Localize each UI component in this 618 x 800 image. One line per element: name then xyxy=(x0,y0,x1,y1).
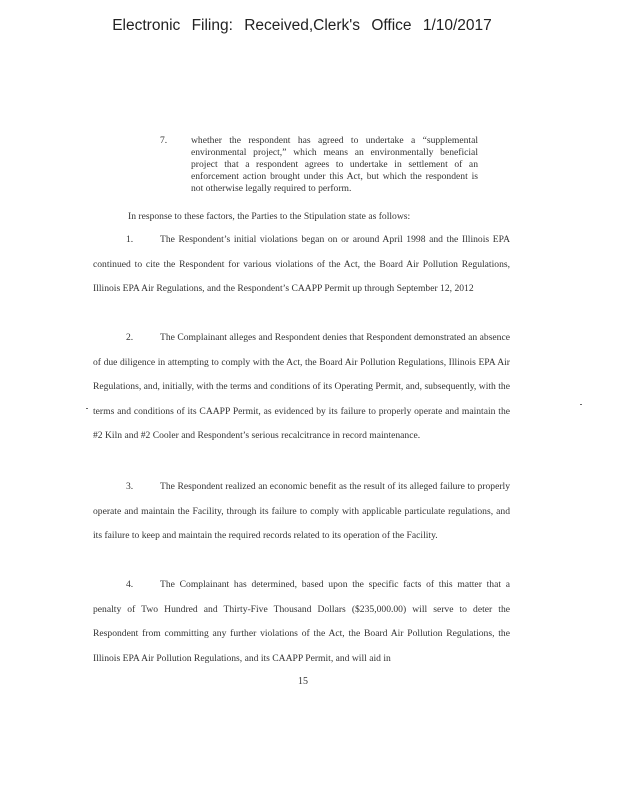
factor-number: 7. xyxy=(160,135,168,146)
paragraph-text: The Complainant has determined, based upon the specific facts of this matter that a penalty of Two Hundred and Thirty-Five Thousand Dollars ($235,000.00) will serve to deter the Respondent from committing any further violations of the Act, the Board Air Pollution Regulations, the Illinois EPA Air Pollution Regulations, and its CAAPP Permit, and will aid in xyxy=(93,579,510,664)
page-number: 15 xyxy=(298,676,308,687)
paragraph-3 xyxy=(93,475,510,549)
paragraph-text: The Complainant alleges and Respondent denies that Respondent demonstrated an absence of due diligence in attempting to comply with the Act, the Board Air Pollution Regulations, Illinois EPA Air Regulations, and, initially, with the terms and conditions of its Operating Permit, and, subsequently, with the terms and conditions of its CAAPP Permit, as evidenced by its failure to properly operate and maintain the #2 Kiln and #2 Cooler and Respondent’s serious recalcitrance in record maintenance. xyxy=(93,332,510,441)
paragraph-2 xyxy=(93,326,510,449)
intro-sentence: In response to these factors, the Parties to the Stipulation state as follows: xyxy=(128,211,411,222)
scan-speck xyxy=(86,408,88,409)
scan-speck xyxy=(580,404,582,405)
filing-stamp-header: Electronic Filing: Received,Clerk's Office 1/10/2017 xyxy=(112,17,492,34)
paragraph-number: 2. xyxy=(126,332,134,343)
paragraph-4 xyxy=(93,573,510,671)
paragraph-text: The Respondent realized an economic benefit as the result of its alleged failure to properly operate and maintain the Facility, through its failure to comply with applicable particulate regulations, and its failure to keep and maintain the required records related to its operation of the Facility. xyxy=(93,481,510,541)
paragraph-number: 3. xyxy=(126,481,134,492)
paragraph-number: 4. xyxy=(126,579,134,590)
paragraph-1 xyxy=(93,228,510,302)
paragraph-number: 1. xyxy=(126,234,134,245)
factor-text: whether the respondent has agreed to undertake a “supplemental environmental project,” which means an environmentally beneficial project that a respondent agrees to undertake in settlement of an enforcement action brought under this Act, but which the respondent is not otherwise legally required to perform. xyxy=(191,135,478,194)
paragraph-text: The Respondent’s initial violations began on or around April 1998 and the Illinois EPA continued to cite the Respondent for various violations of the Act, the Board Air Pollution Regulations, Illinois EPA Air Regulations, and the Respondent’s CAAPP Permit up through September 12, 2012 xyxy=(93,234,510,294)
